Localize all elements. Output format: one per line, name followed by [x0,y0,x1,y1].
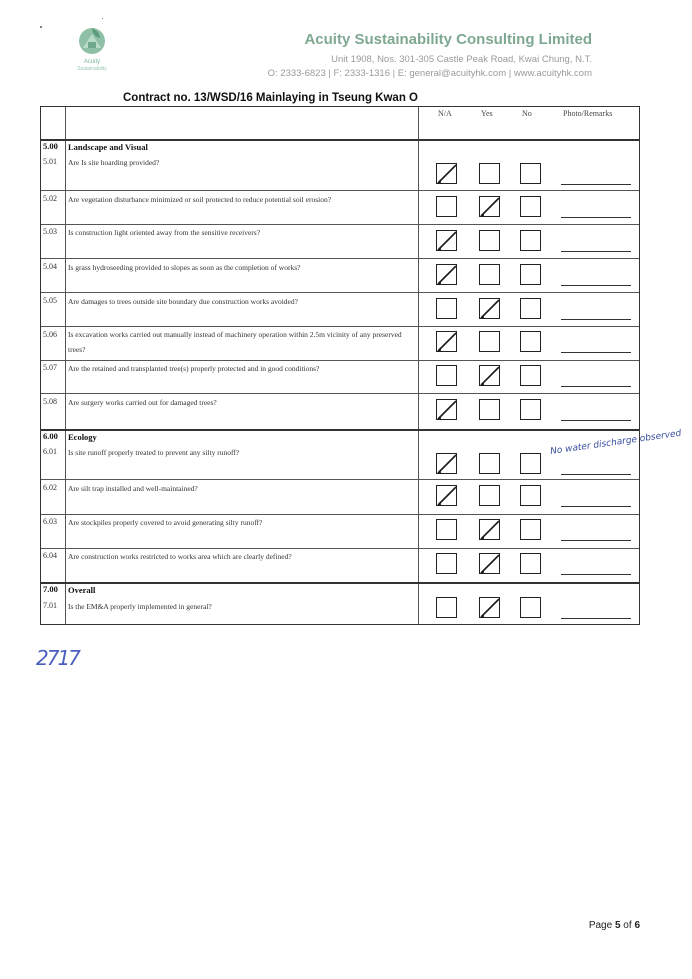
na-checkbox[interactable] [436,264,457,285]
no-checkbox[interactable] [520,597,541,618]
item-number: 5.03 [43,227,57,236]
column-divider [65,107,66,624]
item-question: Are Is site hoarding provided? [68,158,160,167]
section-number: 6.00 [43,431,58,441]
check-mark-icon [478,363,502,389]
item-number: 6.02 [43,483,57,492]
column-divider [418,107,419,624]
no-checkbox[interactable] [520,553,541,574]
scan-speck [40,26,42,28]
check-mark-icon [435,451,459,477]
yes-checkbox[interactable] [479,196,500,217]
handwritten-remark: No water discharge observed [549,428,682,457]
column-header-yes: Yes [481,109,493,118]
item-number: 7.01 [43,601,57,610]
yes-checkbox[interactable] [479,298,500,319]
item-question: Is excavation works carried out manually instead of machinery operation within 2.5m vicinity of any preserved trees? [68,330,402,354]
page-number [589,920,640,931]
remarks-line [561,352,631,353]
no-checkbox[interactable] [520,196,541,217]
logo-text: Acuity [83,59,101,65]
page-mid: of [620,920,635,931]
item-question: Are damages to trees outside site boundary due construction works avoided? [68,297,298,306]
item-number: 5.02 [43,194,57,203]
yes-checkbox[interactable] [479,485,500,506]
no-checkbox[interactable] [520,453,541,474]
section-number: 7.00 [43,584,58,594]
item-question: Are vegetation disturbance minimized or soil protected to reduce potential soil erosion? [68,195,332,204]
row-divider [41,258,639,259]
row-divider [41,292,639,293]
na-checkbox[interactable] [436,453,457,474]
item-number: 5.08 [43,397,57,406]
yes-checkbox[interactable] [479,399,500,420]
section-title: Landscape and Visual [68,142,148,152]
item-number: 5.01 [43,157,57,166]
na-checkbox[interactable] [436,230,457,251]
item-question: Is the EM&A properly implemented in general? [68,602,212,611]
no-checkbox[interactable] [520,365,541,386]
section-title: Overall [68,585,96,595]
column-header-no: No [522,109,532,118]
na-checkbox[interactable] [436,298,457,319]
no-checkbox[interactable] [520,485,541,506]
remarks-line [561,251,631,252]
na-checkbox[interactable] [436,163,457,184]
item-question: Are surgery works carried out for damaged trees? [68,398,217,407]
yes-checkbox[interactable] [479,597,500,618]
contract-title: Contract no. 13/WSD/16 Mainlaying in Tseung Kwan O [123,92,418,104]
na-checkbox[interactable] [436,399,457,420]
item-number: 5.05 [43,296,57,305]
item-question: Is grass hydroseeding provided to slopes as soon as the completion of works? [68,263,301,272]
na-checkbox[interactable] [436,365,457,386]
remarks-line [561,420,631,421]
yes-checkbox[interactable] [479,453,500,474]
remarks-line [561,574,631,575]
item-number: 6.01 [43,447,57,456]
page-current: 5 [614,920,621,931]
section-number: 5.00 [43,141,58,151]
check-mark-icon [478,296,502,322]
yes-checkbox[interactable] [479,553,500,574]
yes-checkbox[interactable] [479,331,500,352]
row-divider [41,393,639,394]
check-mark-icon [435,262,459,288]
item-number: 6.04 [43,551,57,560]
yes-checkbox[interactable] [479,264,500,285]
no-checkbox[interactable] [520,163,541,184]
item-number: 5.07 [43,363,57,372]
row-divider [41,190,639,191]
remarks-line [561,319,631,320]
no-checkbox[interactable] [520,230,541,251]
remarks-line [561,618,631,619]
na-checkbox[interactable] [436,519,457,540]
company-logo [66,24,118,82]
na-checkbox[interactable] [436,553,457,574]
row-divider [41,479,639,480]
section-title: Ecology [68,432,97,442]
check-mark-icon [478,551,502,577]
handwritten-initials: 2717 [36,646,79,670]
remarks-line [561,285,631,286]
item-number: 5.04 [43,262,57,271]
no-checkbox[interactable] [520,519,541,540]
item-question: Are construction works restricted to works area which are clearly defined? [68,552,292,561]
page-total: 6 [634,920,640,931]
check-mark-icon [435,228,459,254]
checklist-table [40,106,682,625]
yes-checkbox[interactable] [479,230,500,251]
check-mark-icon [478,517,502,543]
na-checkbox[interactable] [436,331,457,352]
check-mark-icon [435,397,459,423]
yes-checkbox[interactable] [479,163,500,184]
company-name: Acuity Sustainability Consulting Limited [304,31,592,48]
remarks-line [561,184,631,185]
check-mark-icon [478,194,502,220]
logo-subtext: Sustainability [77,66,107,72]
na-checkbox[interactable] [436,196,457,217]
item-question: Are the retained and transplanted tree(s) properly protected and in good conditions? [68,364,320,373]
no-checkbox[interactable] [520,399,541,420]
remarks-line [561,506,631,507]
column-header-na: N/A [438,109,452,118]
scan-speck [102,18,103,19]
check-mark-icon [478,595,502,621]
check-mark-icon [435,483,459,509]
item-question: Is construction light oriented away from the sensitive receivers? [68,228,261,237]
remarks-line [561,540,631,541]
na-checkbox[interactable] [436,597,457,618]
item-question: Is site runoff properly treated to prevent any silty runoff? [68,448,240,457]
remarks-line [561,474,631,475]
no-checkbox[interactable] [520,298,541,319]
company-contact: O: 2333-6823 | F: 2333-1316 | E: general@acuityhk.com | www.acuityhk.com [267,68,592,79]
item-question: Are stockpiles properly covered to avoid generating silty runoff? [68,518,263,527]
no-checkbox[interactable] [520,264,541,285]
item-question: Are silt trap installed and well-maintained? [68,484,198,493]
check-mark-icon [435,161,459,187]
item-number: 5.06 [43,330,57,339]
yes-checkbox[interactable] [479,365,500,386]
no-checkbox[interactable] [520,331,541,352]
company-address: Unit 1908, Nos. 301-305 Castle Peak Road, Kwai Chung, N.T. [331,54,592,65]
page-prefix: Page [588,920,615,931]
item-number: 6.03 [43,517,57,526]
remarks-line [561,386,631,387]
check-mark-icon [435,329,459,355]
column-header-remarks: Photo/Remarks [563,109,613,118]
remarks-line [561,217,631,218]
na-checkbox[interactable] [436,485,457,506]
yes-checkbox[interactable] [479,519,500,540]
